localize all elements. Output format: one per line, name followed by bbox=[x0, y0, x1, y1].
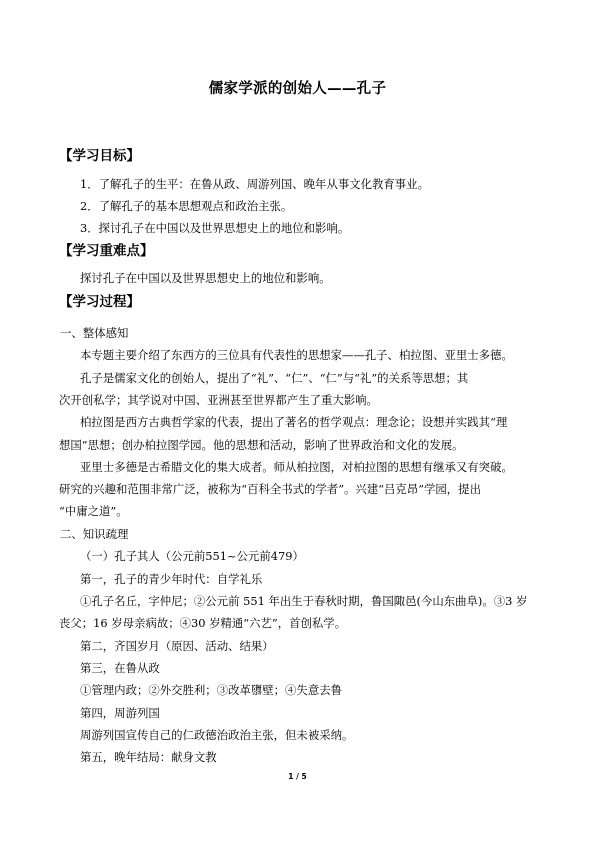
overview-paragraph-2-line-1: 孔子是儒家文化的创始人，提出了“礼”、“仁”、“仁”与“礼”的关系等思想；其 bbox=[80, 371, 469, 385]
goals-heading: 【学习目标】 bbox=[59, 148, 140, 164]
overview-paragraph-3-line-1: 柏拉图是西方古典哲学家的代表，提出了著名的哲学观点：理念论；设想并实践其“理 bbox=[80, 415, 508, 429]
overview-label: 一、整体感知 bbox=[60, 326, 129, 340]
section-5-title: 第五，晚年结局：献身文教 bbox=[80, 750, 217, 764]
section-1-title: 第一，孔子的青少年时代：自学礼乐 bbox=[80, 572, 263, 586]
key-points-heading: 【学习重难点】 bbox=[59, 243, 154, 259]
section-4-title: 第四，周游列国 bbox=[80, 706, 160, 720]
goal-item-1: 1．了解孔子的生平：在鲁从政、周游列国、晚年从事文化教育事业。 bbox=[80, 177, 429, 191]
document-title: 儒家学派的创始人——孔子 bbox=[208, 81, 387, 97]
section-3-title: 第三，在鲁从政 bbox=[80, 661, 160, 675]
knowledge-sub-1: （一）孔子其人（公元前551~公元前479） bbox=[80, 549, 304, 563]
goal-item-3: 3．探讨孔子在中国以及世界思想史上的地位和影响。 bbox=[80, 221, 350, 235]
overview-paragraph-4-line-1: 亚里士多德是古希腊文化的集大成者。师从柏拉图，对柏拉图的思想有继承又有突破。 bbox=[80, 460, 513, 474]
overview-paragraph-2-line-2: 次开创私学；其学说对中国、亚洲甚至世界都产生了重大影响。 bbox=[59, 393, 378, 407]
overview-paragraph-4-line-3: “中庸之道”。 bbox=[59, 504, 128, 518]
section-1-line-2: 丧父；16 岁母亲病故；④30 岁精通“六艺”，首创私学。 bbox=[59, 616, 347, 630]
section-1-line-1: ①孔子名丘，字仲尼；②公元前 551 年出生于春秋时期，鲁国陬邑(今山东曲阜)。③3 岁 bbox=[80, 594, 528, 608]
process-heading: 【学习过程】 bbox=[59, 294, 140, 310]
key-points-text: 探讨孔子在中国以及世界思想史上的地位和影响。 bbox=[80, 271, 331, 285]
knowledge-label: 二、知识疏理 bbox=[60, 527, 129, 541]
overview-paragraph-1: 本专题主要介绍了东西方的三位具有代表性的思想家——孔子、柏拉图、亚里士多德。 bbox=[80, 348, 513, 362]
page-number: 1 / 5 bbox=[288, 772, 307, 781]
section-3-text: ①管理内政；②外交胜利；③改革隳壁；④失意去鲁 bbox=[80, 683, 342, 697]
goal-item-2: 2．了解孔子的基本思想观点和政治主张。 bbox=[80, 199, 293, 213]
overview-paragraph-3-line-2: 想国”思想；创办柏拉图学园。他的思想和活动，影响了世界政治和文化的发展。 bbox=[59, 438, 464, 452]
section-2-title: 第二，齐国岁月（原因、活动、结果） bbox=[80, 639, 274, 653]
section-4-text: 周游列国宣传自己的仁政德治政治主张，但未被采纳。 bbox=[80, 728, 354, 742]
overview-paragraph-4-line-2: 研究的兴趣和范围非常广泛，被称为“百科全书式的学者”。兴建“吕克昂”学园，提出 bbox=[59, 482, 481, 496]
